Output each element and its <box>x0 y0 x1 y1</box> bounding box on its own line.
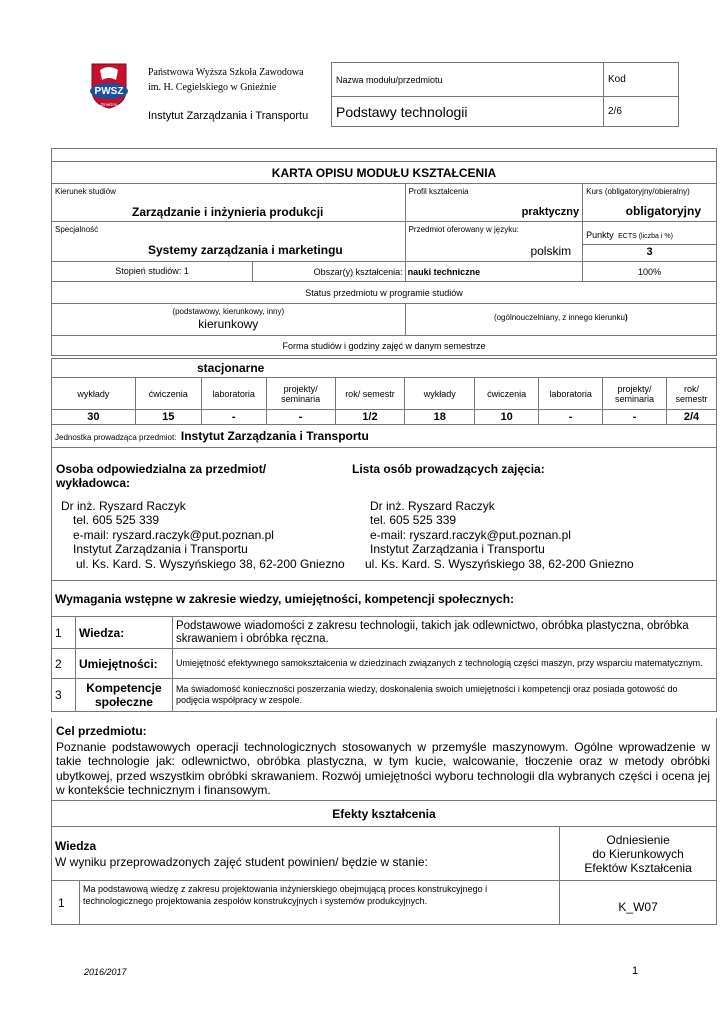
unit-label: Jednostka prowadząca przedmiot: <box>55 433 177 442</box>
lecturer-phone: tel. 605 525 339 <box>370 513 457 528</box>
hours-header: ćwiczenia <box>135 378 201 410</box>
hours-value: - <box>539 410 603 425</box>
status-right-label-close: ) <box>624 313 628 322</box>
requirement-row <box>52 649 717 679</box>
ects-percent: 100% <box>583 262 717 282</box>
responsible-title-line1: Osoba odpowiedzialna za przedmiot/ <box>56 462 267 476</box>
ects-value: 3 <box>646 246 653 258</box>
hours-value: - <box>201 410 266 425</box>
requirement-row <box>52 617 717 649</box>
requirement-label: Umiejętności: <box>75 649 172 679</box>
lecturer-name: Dr inż. Ryszard Raczyk <box>370 499 495 513</box>
lecturer-address: ul. Ks. Kard. S. Wyszyńskiego 38, 62-200 Gniezno <box>365 556 634 571</box>
hours-header: rok/ semestr <box>666 378 716 410</box>
hours-header: ćwiczenia <box>475 378 539 410</box>
school-name-line2: im. H. Cegielskiego w Gnieźnie <box>148 82 277 93</box>
requirement-row <box>52 679 717 712</box>
status-left-value: kierunkowy <box>198 317 259 331</box>
hours-value: 10 <box>475 410 539 425</box>
requirement-number: 1 <box>52 617 76 649</box>
card-main-table <box>51 148 717 356</box>
ects-label-small: ECTS (liczba i %) <box>618 233 673 240</box>
responsible-name: Dr inż. Ryszard Raczyk <box>61 499 186 513</box>
logo-text: PWSZ <box>94 86 124 97</box>
responsible-title-line2: wykładowca: <box>56 476 131 490</box>
code-label: Kod <box>604 63 679 97</box>
goal-block <box>51 718 717 801</box>
effect-reference: K_W07 <box>560 881 717 925</box>
profile-value: praktyczny <box>521 206 580 218</box>
forms-title: Forma studiów i godziny zajęć w danym semestrze <box>52 336 717 356</box>
area-label: Obszar(y) kształcenia: <box>313 266 403 277</box>
reference-line2: do Kierunkowych <box>592 846 684 861</box>
persons-block <box>51 446 717 580</box>
hours-value: - <box>603 410 667 425</box>
header-institute: Instytut Zarządzania i Transportu <box>148 110 309 122</box>
hours-header: wykłady <box>405 378 475 410</box>
field-label: Kierunek studiów <box>55 187 116 196</box>
status-left-label: (podstawowy, kierunkowy, inny) <box>172 307 285 316</box>
requirement-number: 2 <box>52 649 76 679</box>
area-value: nauki techniczne <box>407 266 481 277</box>
requirement-label: Kompetencje społeczne <box>75 679 172 712</box>
card-title: KARTA OPISU MODUŁU KSZTAŁCENIA <box>52 162 717 184</box>
responsible-address: ul. Ks. Kard. S. Wyszyńskiego 38, 62-200 Gniezno <box>76 556 345 571</box>
course-label: Kurs (obligatoryjny/obieralny) <box>586 187 690 196</box>
school-name-line1: Państwowa Wyższa Szkoła Zawodowa <box>148 67 304 78</box>
module-code: 2/6 <box>604 97 679 127</box>
requirement-text: Umiejętność efektywnego samokształcenia w dziedzinach związanych z technologią części maszyn, przy wsparciu matematycznym. <box>172 649 716 679</box>
lecturers-title: Lista osób prowadzących zajęcia: <box>352 462 545 476</box>
specialty-label: Specjalność <box>55 225 99 234</box>
module-header-table <box>331 62 679 127</box>
status-right-label: (ogólnouczelniany, z innego kierunku <box>493 313 625 322</box>
responsible-phone: tel. 605 525 339 <box>73 513 160 528</box>
module-name: Podstawy technologii <box>332 97 604 127</box>
requirement-label: Wiedza: <box>75 617 172 649</box>
course-value: obligatoryjny <box>625 204 701 218</box>
logo-subtext: Gniezno <box>100 102 118 107</box>
responsible-institute: Instytut Zarządzania i Transportu <box>73 542 248 557</box>
effects-title: Efekty kształcenia <box>52 801 717 827</box>
requirements-title: Wymagania wstępne w zakresie wiedzy, umiejętności, kompetencji społecznych: <box>52 581 717 617</box>
knowledge-subtitle: W wyniku przeprowadzonych zajęć student powinien/ będzie w stanie: <box>55 854 428 869</box>
effect-row <box>52 881 717 925</box>
goal-title: Cel przedmiotu: <box>56 724 147 738</box>
profile-label: Profil kształcenia <box>408 187 469 196</box>
footer-year: 2016/2017 <box>84 967 127 977</box>
effects-table <box>51 800 717 925</box>
requirement-text: Podstawowe wiadomości z zakresu technologii, takich jak odlewnictwo, obróbka plastyczna, obróbka skrawaniem i obróbka ręczna. <box>172 617 716 649</box>
study-level: Stopień studiów: 1 <box>52 262 253 281</box>
hours-header: projekty/ seminaria <box>266 378 335 410</box>
lecturer-email: e-mail: ryszard.raczyk@put.poznan.pl <box>370 527 571 542</box>
status-title: Status przedmiotu w programie studiów <box>52 282 717 304</box>
hours-header: laboratoria <box>539 378 603 410</box>
language-label: Przedmiot oferowany w języku: <box>408 225 519 234</box>
page-number: 1 <box>632 965 639 977</box>
hours-header: laboratoria <box>201 378 266 410</box>
lecturer-institute: Instytut Zarządzania i Transportu <box>370 542 545 557</box>
study-mode: stacjonarne <box>197 361 265 375</box>
hours-value: 15 <box>135 410 201 425</box>
requirements-table <box>51 580 717 712</box>
field-value: Zarządzanie i inżynieria produkcji <box>132 205 324 219</box>
hours-value: 30 <box>52 410 136 425</box>
hours-value: - <box>266 410 335 425</box>
effect-number: 1 <box>52 881 80 925</box>
module-name-label: Nazwa modułu/przedmiotu <box>332 63 604 97</box>
hours-table <box>51 358 717 448</box>
hours-value: 2/4 <box>666 410 716 425</box>
school-logo <box>86 60 132 110</box>
language-value: polskim <box>530 244 572 258</box>
responsible-email: e-mail: ryszard.raczyk@put.poznan.pl <box>73 527 274 542</box>
hours-header: wykłady <box>52 378 136 410</box>
reference-line1: Odniesienie <box>606 832 670 847</box>
goal-text: Poznanie podstawowych operacji technologicznych stosowanych w przemyśle maszynowym. Ogólne wprowadzenie w takie technologie jak: odlewnictwo, obróbka plastyczna, w tym kucie, walcowanie, tłoczenie oraz w metody obróbki ubytkowej, przed wszystkim obróbki skrawaniem. Rozwój umiejętności wyboru technologii dla wybranych części i ocena jej w kontekście technicznym i finansowym. <box>56 740 710 798</box>
effect-text: Ma podstawową wiedzę z zakresu projektowania inżynierskiego obejmującą proces konstrukcyjnego i technologicznego projektowania zespołów konstrukcyjnych i systemów produkcyjnych. <box>79 881 559 925</box>
hours-header: rok/ semestr <box>335 378 405 410</box>
requirement-text: Ma świadomość konieczności poszerzania wiedzy, doskonalenia swoich umiejętności i kompetencji oraz posiada gotowość do podjęcia współpracy w zespole. <box>172 679 716 712</box>
ects-label: Punkty <box>586 230 614 240</box>
unit-value: Instytut Zarządzania i Transportu <box>180 429 369 443</box>
reference-line3: Efektów Kształcenia <box>584 860 692 875</box>
hours-value: 1/2 <box>335 410 405 425</box>
hours-header: projekty/ seminaria <box>603 378 667 410</box>
knowledge-title: Wiedza <box>55 838 97 853</box>
specialty-value: Systemy zarządzania i marketingu <box>148 243 343 257</box>
hours-value: 18 <box>405 410 475 425</box>
requirement-number: 3 <box>52 679 76 712</box>
